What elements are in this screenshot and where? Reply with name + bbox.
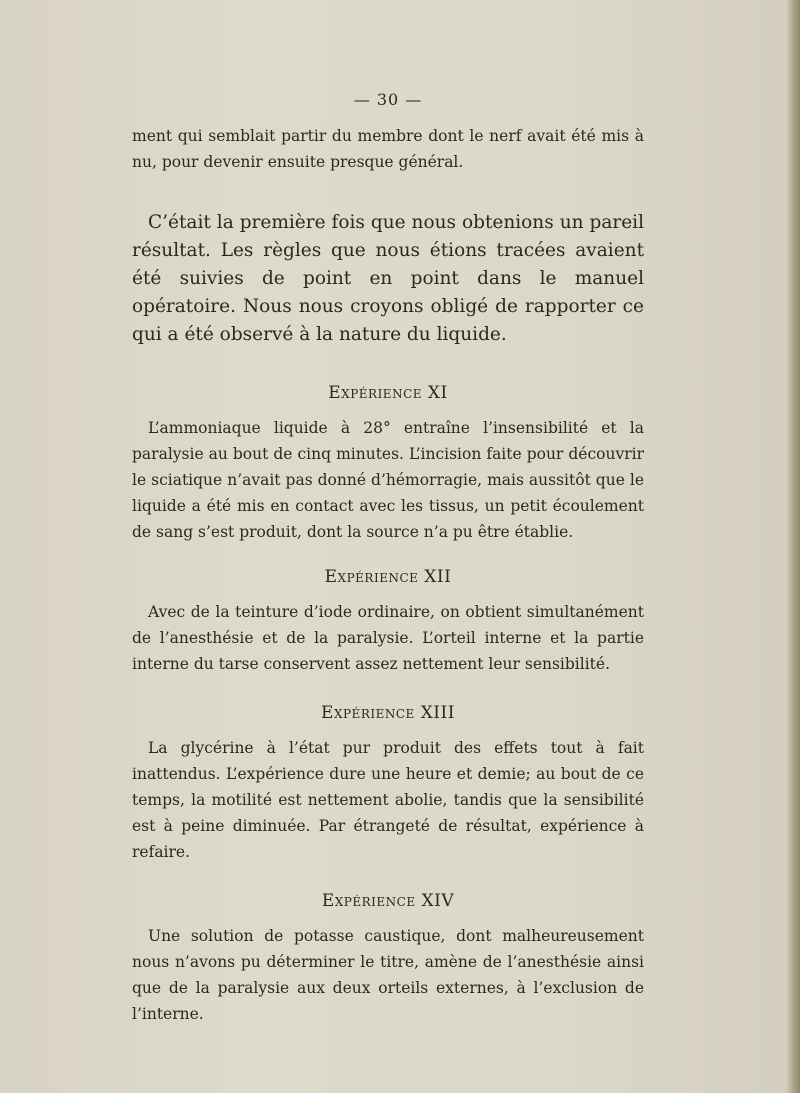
page-edge-shadow <box>786 0 800 1093</box>
intro-paragraph: C’était la première fois que nous obtenions un pareil résultat. Les règles que nous étions tracées avaient été suivies de point en point dans le manuel opératoire. Nous nous croyons obligé de rapporter ce qui a été observé à la nature du liquide. <box>132 212 644 345</box>
experiment-heading: Expérience XIV <box>321 891 455 911</box>
experiment-heading: Expérience XII <box>324 567 452 587</box>
page-number: — 30 — <box>353 90 423 109</box>
experiment-paragraph: L’ammoniaque liquide à 28° entraîne l’insensibilité et la paralysie au bout de cinq minutes. L’incision faite pour découvrir le sciatique n’avait pas donné d’hémorragie, mais aussitôt que le liquide a été mis en contact avec les tissus, un petit écoulement de sang s’est produit, dont la source n’a pu être établie. <box>132 419 644 541</box>
experiment-paragraph: Avec de la teinture d’iode ordinaire, on obtient simultanément de l’anesthésie et de la paralysie. L’orteil interne et la partie interne du tarse conservent assez nettement leur sensibilité. <box>132 603 644 673</box>
experiment-paragraph: Une solution de potasse caustique, dont malheureusement nous n’avons pu déterminer le titre, amène de l’anesthésie ainsi que de la paralysie aux deux orteils externes, à l’exclusion de l’interne. <box>132 927 644 1023</box>
page-content <box>132 90 644 1027</box>
experiment-paragraph: La glycérine à l’état pur produit des effets tout à fait inattendus. L’expérience dure une heure et demie; au bout de ce temps, la motilité est nettement abolie, tandis que la sensibilité est à peine diminuée. Par étrangeté de résultat, expérience à refaire. <box>132 739 644 861</box>
experiment-heading: Expérience XI <box>328 383 448 403</box>
experiment-heading: Expérience XIII <box>321 703 455 723</box>
opening-paragraph: ment qui semblait partir du membre dont le nerf avait été mis à nu, pour devenir ensuite presque général. <box>132 127 644 171</box>
